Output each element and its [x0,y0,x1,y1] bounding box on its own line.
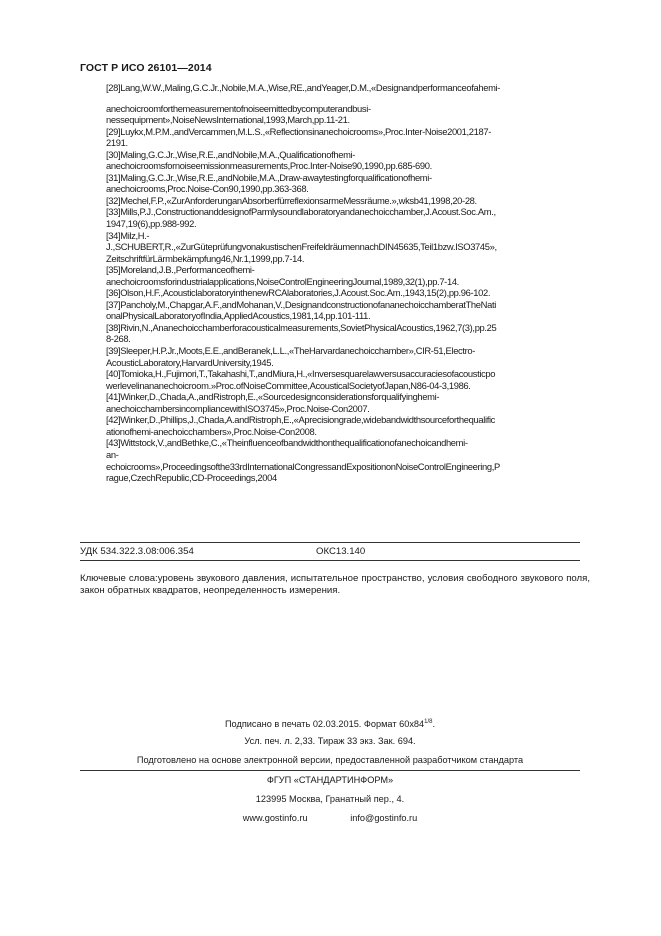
reference-line: anechoicroomsfornoiseemissionmeasurements,Proc.Inter-Noise90,1990,pp.685-690. [106,160,432,172]
classification-top-rule [80,542,580,543]
reference-line: nessequipment»,NoiseNewsInternational,1993,March,pp.11-21. [106,114,350,126]
reference-line: J.,SCHUBERT,R.,«ZurGüteprüfungvonakustischenFreifeldräumennachDIN45635,Teil1bzw.ISO3745», [106,241,497,253]
reference-37 [106,299,613,322]
oks-code: ОКС13.140 [316,546,366,557]
keywords-paragraph: Ключевые слова:уровень звукового давления, испытательное пространство, условия свободного звукового поля, закон обратных квадратов, неопределенность измерения. [80,573,590,596]
reference-line: 1947,19(6),pp.988-992. [106,218,197,230]
reference-line: [32]Mechel,F.P.,«ZurAnforderunganAbsorberfürreflexionsarmeMessräume.»,wksb41,1998,20-28. [106,194,477,206]
signed-for-print-line [80,713,580,732]
print-sheets-line: Усл. печ. л. 2,33. Тираж 33 экз. Зак. 694. [244,736,416,746]
reference-line: ationofhemi-anechoicchambers»,Proc.Noise-Con2008. [106,425,317,437]
reference-line: [28]Lang,W.W.,Maling,G.C.Jr.,Nobile,M.A.,Wise,RE.,andYeager,D.M.,«Designandperformanceofahemi- [106,82,501,93]
publisher-address: 123995 Москва, Гранатный пер., 4. [255,794,405,804]
reference-41 [106,391,613,414]
reference-39 [106,345,613,368]
website-link[interactable]: www.gostinfo.ru [242,813,308,823]
signed-text-end: . [432,719,436,730]
reference-line: [34]Milz,H.- [106,229,150,241]
signed-text: Подписано в печать 02.03.2015. Формат 60x84 [224,719,425,730]
reference-line: onalPhysicalLaboratoryofIndia,AppliedAcoustics,1981,14,pp.101-111. [106,310,371,322]
reference-line: 2191. [106,137,128,149]
reference-line: rague,CzechRepublic,CD-Proceedings,2004 [106,472,277,484]
reference-30 [106,149,613,172]
reference-line: [43]Wittstock,V.,andBethke,C.,«Theinfluenceofbandwidthonthequalificationofanechoicandhemi- [106,437,468,449]
classification-row [80,546,366,557]
reference-line: ZeitschriftfürLärmbekämpfung46,Nr.1,1999,pp.7-14. [106,252,305,264]
reference-line: AcousticLaboratory,HarvardUniversity,1945. [106,356,274,368]
reference-line: anechoicroomforthemeasurementofnoiseemittedbycomputerandbusi- [106,102,371,114]
reference-line: anechoicchambersincompliancewithISO3745»,Proc.Noise-Con2007. [106,402,370,414]
reference-line: [33]Mills,P.J.,ConstructionanddesignofParmlysoundlaboratoryandanechoicchamber,J.Acoust.Soc.Am., [106,206,496,218]
reference-line: [36]Olson,H.F.,AcousticlaboratoryinthenewRCAlaboratories,J.Acoust.Soc.Am.,1943,15(2),pp.96-102. [106,287,491,299]
format-fraction: 1/8 [424,719,433,725]
reference-43 [106,437,613,483]
reference-40 [106,368,613,391]
publication-imprint [80,713,580,828]
reference-line: [38]Rivin,N.,Ananechoicchamberforacousticalmeasurements,SovietPhysicalAcoustics,1962,7(3),pp.25 [106,321,497,333]
reference-line: [42]Winker,D.,Phillips,J.,Chada,A.andRistroph,E.,«Aprecisiongrade,widebandwidthsourceforthequalific [106,414,496,426]
reference-line: [41]Winker,D.,Chada,A.,andRistroph,E.,«Sourcedesignconsiderationsforqualifyinghemi- [106,391,440,403]
reference-line: an- [106,448,119,460]
reference-line: [40]Tomioka,H.,Fujimori,T.,Takahashi,T.,andMiura,H.,«Inversesquarelawversusaccuraciesofacousticpo [106,368,496,380]
reference-35 [106,264,613,287]
reference-36 [106,287,613,299]
reference-29 [106,126,613,149]
reference-line: echoicrooms»,Proceedingsofthe33rdInternationalCongressandExpositiononNoiseControlEngineering,P [106,460,500,472]
reference-38 [106,322,613,345]
reference-33 [106,206,613,229]
reference-line: anechoicroomsforindustrialapplications,NoiseControlEngineeringJournal,1989,32(1),pp.7-14. [106,275,459,287]
reference-line: [29]Luykx,M.P.M.,andVercammen,M.L.S.,«Reflectionsinanechoicrooms»,Proc.Inter-Noise2001,2187- [106,125,492,137]
reference-line: [30]Maling,G.C.Jr.,Wise,R.E.,andNobile,M.A.,Qualificationofhemi- [106,148,356,160]
reference-line: werlevelinananechoicroom.»Proc.ofNoiseCommittee,AcousticalSocietyofJapan,N86-04-3,1986. [106,379,471,391]
prepared-from-line: Подготовлено на основе электронной версии, предоставленной разработчиком стандарта [136,755,524,765]
reference-31 [106,172,613,195]
reference-34 [106,230,613,265]
reference-line: [37]Pancholy,M.,Chapgar,A.F.,andMohanan,V.,DesignandconstructionofananechoicchamberatTheNati [106,298,496,310]
reference-line: [39]Sleeper,H.P.Jr.,Moots,E.E.,andBeranek,L.L.,«TheHarvardanechoicchamber»,CIR-51,Electro- [106,345,476,357]
bibliography-list [106,82,613,484]
email-link[interactable]: info@gostinfo.ru [350,813,418,823]
standard-code-header: ГОСТ Р ИСО 26101—2014 [80,62,212,74]
reference-line: [31]Maling,G.C.Jr.,Wise,R.E.,andNobile,M.A.,Draw-awaytestingforqualificationofhemi- [106,171,432,183]
classification-bottom-rule [80,560,580,561]
reference-32 [106,195,613,207]
udk-code: УДК 534.322.3.08:006.354 [80,546,194,557]
reference-line: 8-268. [106,333,131,345]
reference-28 [106,82,613,126]
reference-line: anechoicrooms,Proc.Noise-Con90,1990,pp.363-368. [106,183,309,195]
reference-line: [35]Moreland,J.B.,Performanceofhemi- [106,264,255,276]
publisher-name: ФГУП «СТАНДАРТИНФОРМ» [266,775,394,785]
publisher-contacts [80,809,580,828]
reference-42 [106,414,613,437]
